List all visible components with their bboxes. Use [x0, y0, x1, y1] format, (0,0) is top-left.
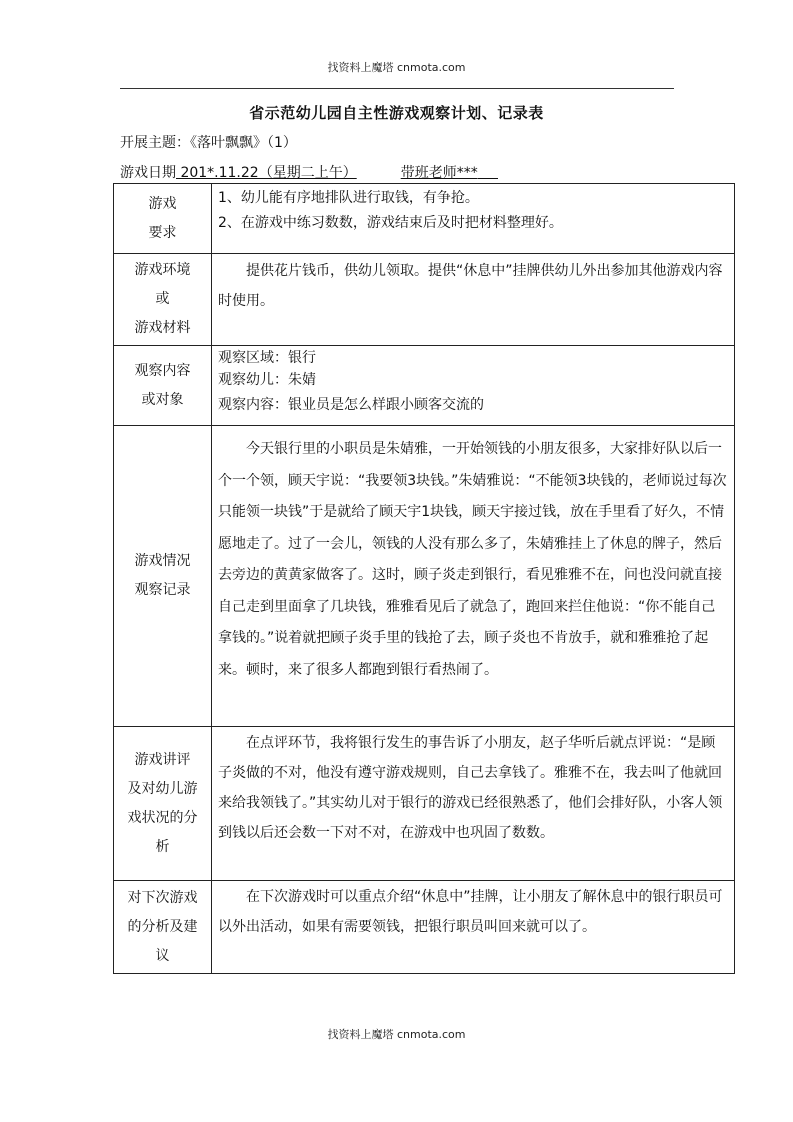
label-requirements	[114, 184, 212, 254]
observation-table	[113, 183, 735, 974]
content-line: 观察内容：银业员是怎么样跟小顾客交流的	[218, 397, 484, 413]
label-evaluation	[114, 727, 212, 881]
label-line: 游戏材料	[134, 320, 191, 336]
row-next-suggestions	[114, 881, 735, 974]
content-observation-record	[212, 426, 735, 727]
header-watermark: 找资料上魔塔 cnmota.com	[327, 61, 466, 74]
label-line: 游戏讲评	[134, 751, 191, 768]
row-observation-target	[114, 346, 735, 426]
date-value: 201*.11.22（星期二上午）	[176, 165, 357, 181]
date-label: 游戏日期	[120, 165, 176, 181]
label-next-suggestions	[114, 881, 212, 974]
label-line: 或	[155, 291, 170, 307]
label-line: 议	[155, 947, 170, 964]
content-paragraph: 今天银行里的小职员是朱婧雅，一开始领钱的小朋友很多，大家排好队以后一个一个领，顾天宇说：“我要领3块钱。”朱婧雅说：“不能领3块钱的，老师说过每次只能领一块钱”于是就给了顾天宇1块钱，顾天宇接过钱，放在手里看了好久，不情愿地走了。过了一会儿，领钱的人没有那么多了，朱婧雅挂上了休息的牌子，然后去旁边的黄黄家做客了。这时，顾子炎走到银行，看见雅雅不在，问也没问就直接自己走到里面拿了几块钱，雅雅看见后了就急了，跑回来拦住他说：“你不能自己拿钱的。”说着就把顾子炎手里的钱抢了去，顾子炎也不肯放手，就和雅雅抢了起来。顿时，来了很多人都跑到银行看热闹了。	[218, 441, 727, 678]
label-line: 的分析及建	[127, 918, 198, 935]
row-evaluation	[114, 727, 735, 881]
label-line: 游戏	[148, 195, 177, 212]
label-line: 游戏环境	[134, 262, 191, 278]
content-observation-target	[212, 346, 735, 426]
content-requirements	[212, 184, 735, 254]
content-line: 观察区域：银行	[218, 350, 316, 366]
row-observation-record	[114, 426, 735, 727]
label-line: 要求	[148, 224, 177, 241]
content-line: 2、在游戏中练习数数，游戏结束后及时把材料整理好。	[218, 215, 563, 231]
label-observation-record	[114, 426, 212, 727]
content-line: 1、幼儿能有序地排队进行取钱，有争抢。	[218, 190, 479, 206]
theme-line: 开展主题：《落叶飘飘》（1）	[120, 135, 297, 151]
footer-watermark: 找资料上魔塔 cnmota.com	[327, 1028, 466, 1041]
label-line: 观察内容	[134, 362, 191, 379]
content-next-suggestions	[212, 881, 735, 974]
label-line: 或对象	[141, 391, 184, 408]
label-line: 观察记录	[134, 582, 191, 598]
label-line: 及对幼儿游	[127, 780, 198, 797]
label-line: 游戏情况	[134, 553, 191, 569]
label-observation-target	[114, 346, 212, 426]
document-title: 省示范幼儿园自主性游戏观察计划、记录表	[249, 104, 544, 122]
content-line: 观察幼儿：朱婧	[218, 372, 316, 388]
content-paragraph: 在下次游戏时可以重点介绍“休息中”挂牌，让小朋友了解休息中的银行职员可以外出活动，如果有需要领钱，把银行职员叫回来就可以了。	[218, 889, 723, 935]
content-materials	[212, 254, 735, 346]
header-divider	[120, 88, 674, 89]
label-line: 析	[155, 838, 170, 855]
label-line: 对下次游戏	[127, 889, 198, 906]
teacher-label: 带班老师***	[400, 165, 478, 181]
teacher-underline	[478, 166, 498, 179]
content-paragraph: 提供花片钱币，供幼儿领取。提供“休息中”挂牌供幼儿外出参加其他游戏内容时使用。	[218, 263, 723, 309]
content-paragraph: 在点评环节，我将银行发生的事告诉了小朋友，赵子华听后就点评说：“是顾子炎做的不对，他没有遵守游戏规则，自己去拿钱了。雅雅不在，我去叫了他就回来给我领钱了。”其实幼儿对于银行的游戏已经很熟悉了，他们会排好队，小客人领到钱以后还会数一下对不对，在游戏中也巩固了数数。	[218, 735, 723, 841]
label-materials	[114, 254, 212, 346]
date-teacher-line	[120, 162, 498, 182]
row-requirements	[114, 184, 735, 254]
content-evaluation	[212, 727, 735, 881]
row-materials	[114, 254, 735, 346]
label-line: 戏状况的分	[127, 809, 198, 826]
